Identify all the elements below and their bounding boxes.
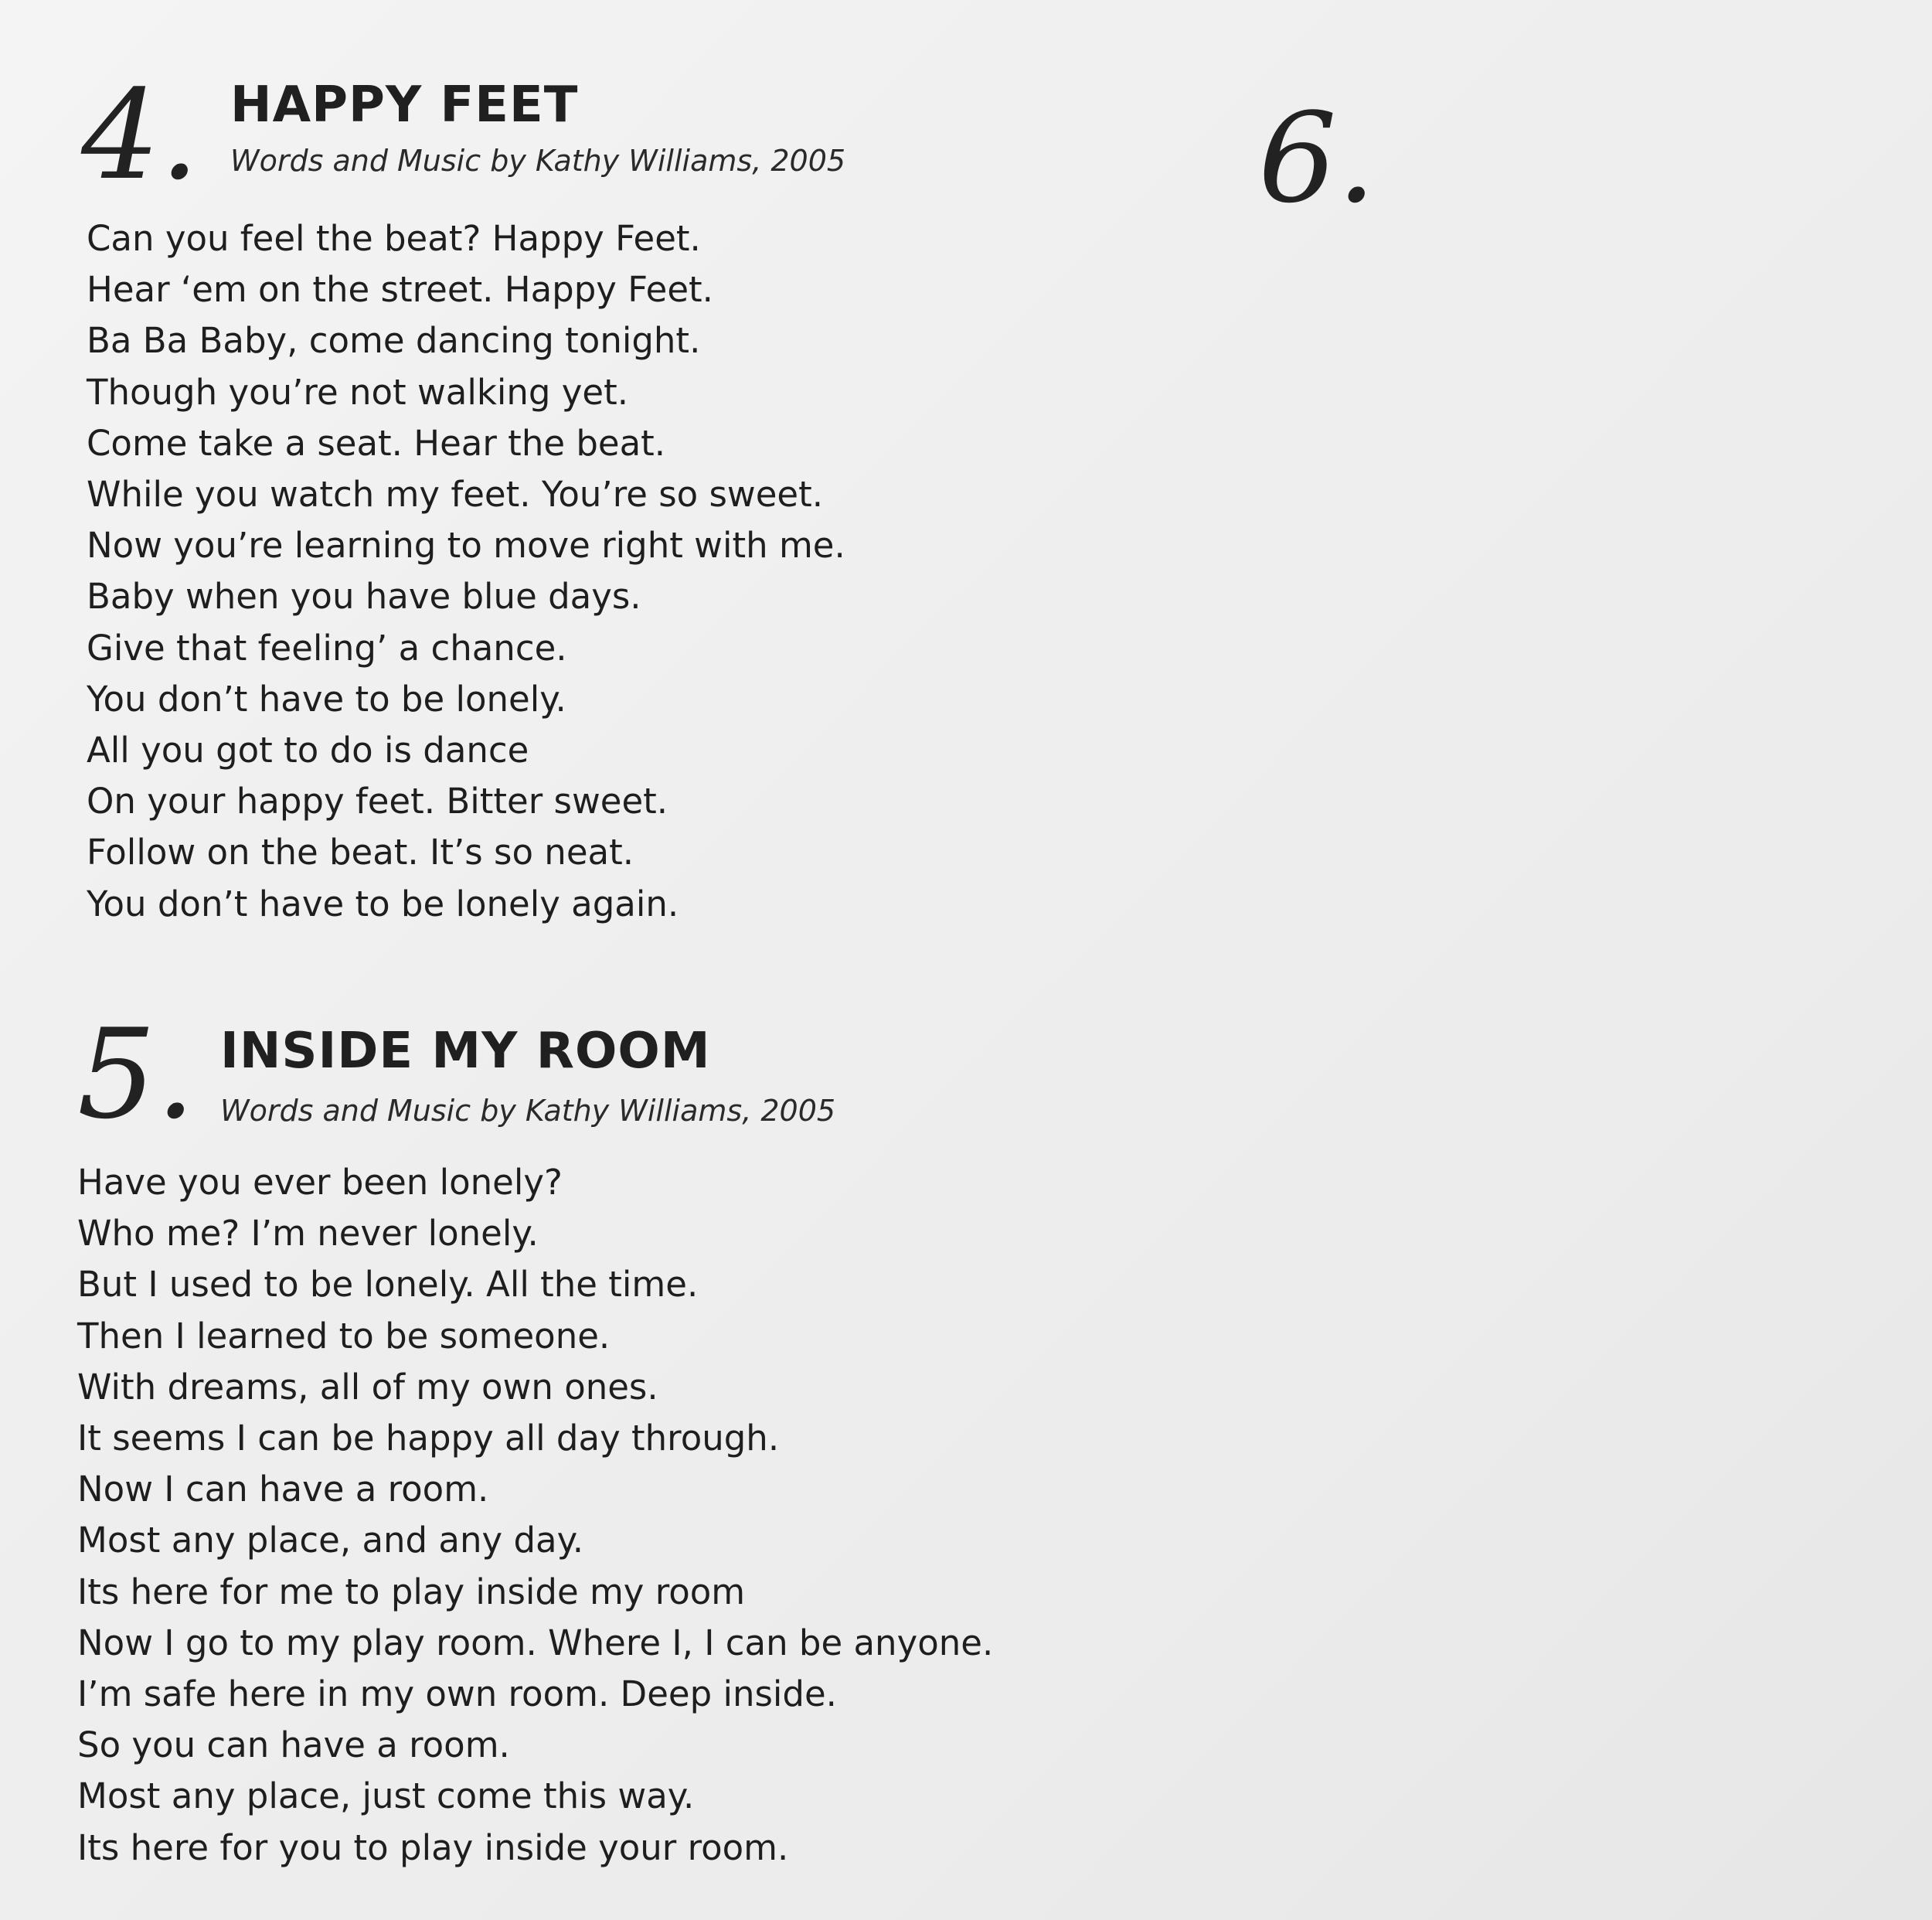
song-number: 4. [81,63,199,207]
lyric-line: Most any place, just come this way. [77,1775,695,1817]
lyric-line: Now you’re learning to move right with me. [87,525,845,567]
lyrics [87,213,845,930]
lyric-line: Ba Ba Baby, come dancing tonight. [87,320,701,362]
lyric-line: Its here for me to play inside my room [77,1571,746,1612]
song-title: INSIDE MY ROOM [220,1023,711,1080]
lyric-line: You don’t have to be lonely. [87,678,566,720]
lyric-line: All you got to do is dance [87,730,529,771]
lyric-line: Now I can have a room. [77,1469,489,1510]
lyric-line: Now I go to my play room. Where I, I can be anyone. [77,1622,994,1663]
lyric-line: So you can have a room. [77,1724,510,1766]
lyric-line: Follow on the beat. It’s so neat. [87,832,634,873]
song-title: HAPPY FEET [230,77,579,134]
lyric-line: I’m safe here in my own room. Deep inside. [77,1673,837,1715]
lyric-line: Its here for you to play inside your room. [77,1826,789,1868]
lyric-line: On your happy feet. Bitter sweet. [87,781,668,822]
lyric-line: While you watch my feet. You’re so sweet. [87,474,824,516]
song-credit: Words and Music by Kathy Williams, 2005 [230,144,846,178]
lyric-line: You don’t have to be lonely again. [87,883,679,924]
lyric-line: Most any place, and any day. [77,1520,584,1561]
song-credit: Words and Music by Kathy Williams, 2005 [220,1094,836,1128]
lyric-line: Hear ‘em on the street. Happy Feet. [87,269,713,311]
lyric-line: But I used to be lonely. All the time. [77,1264,699,1306]
lyrics [77,1157,993,1874]
lyric-line: Who me? I’m never lonely. [77,1213,539,1254]
lyric-line: Though you’re not walking yet. [87,371,629,413]
lyric-line: Give that feeling’ a chance. [87,627,567,669]
song-number: 5. [77,1002,196,1146]
lyric-line: Can you feel the beat? Happy Feet. [87,218,701,259]
lyric-line: Baby when you have blue days. [87,576,641,618]
lyric-line: With dreams, all of my own ones. [77,1366,658,1408]
lyric-line: Have you ever been lonely? [77,1162,563,1203]
lyric-line: Then I learned to be someone. [77,1315,611,1357]
lyric-line: Come take a seat. Hear the beat. [87,422,666,464]
song-number: 6. [1258,86,1376,230]
lyric-line: It seems I can be happy all day through. [77,1418,780,1459]
